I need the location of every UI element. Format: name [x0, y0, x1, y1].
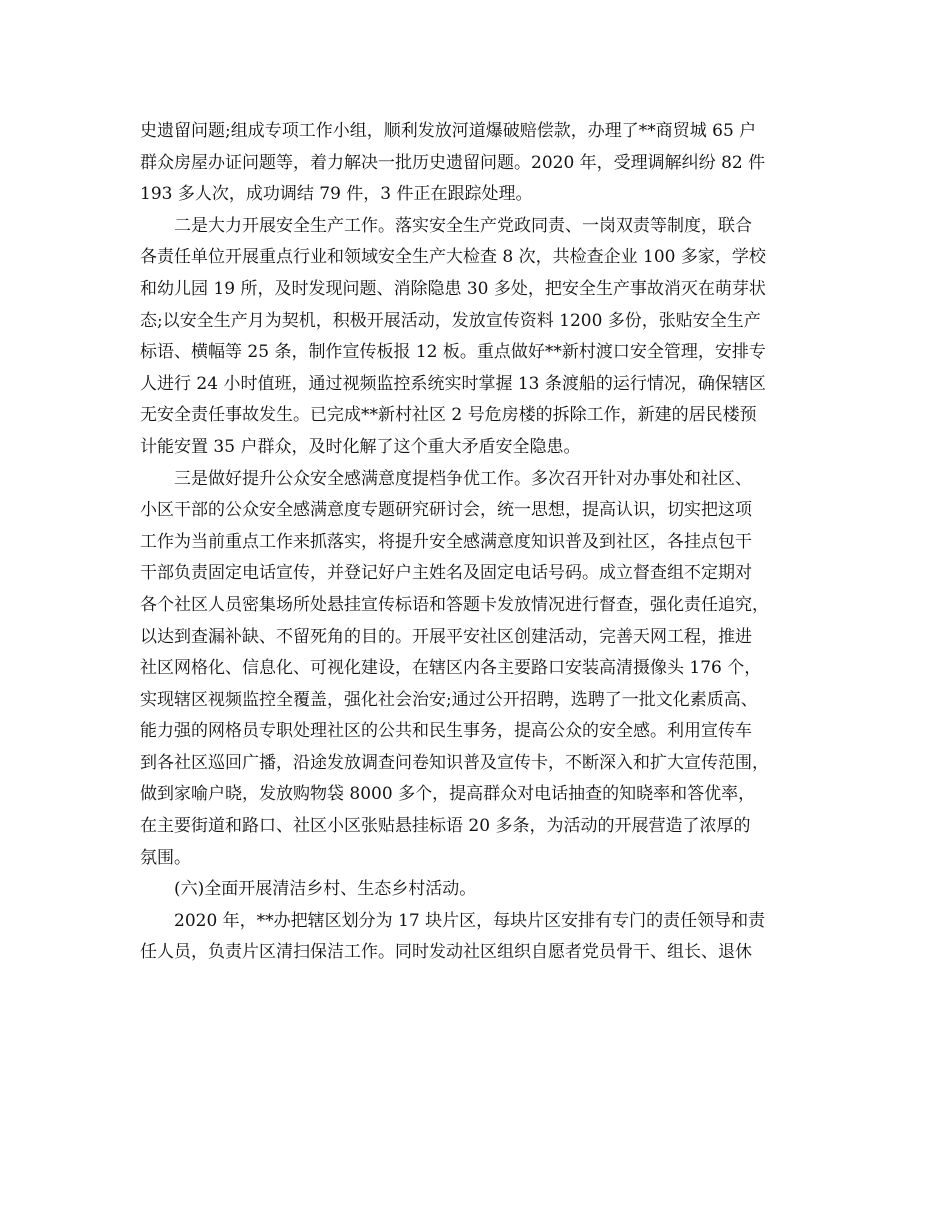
text-line: 人进行 24 小时值班，通过视频监控系统实时掌握 13 条渡船的运行情况，确保辖区: [140, 373, 766, 394]
text-line: 193 多人次，成功调结 79 件，3 件正在跟踪处理。: [140, 184, 533, 205]
text-line: 实现辖区视频监控全覆盖，强化社会治安;通过公开招聘，选聘了一批文化素质高、: [140, 689, 758, 710]
text-line: 2020 年，**办把辖区划分为 17 块片区，每块片区安排有专门的责任领导和责: [174, 910, 766, 931]
paragraph-history-issues: [140, 116, 830, 211]
section-heading: (六)全面开展清洁乡村、生态乡村活动。: [174, 879, 477, 900]
text-line: 无安全责任事故发生。已完成**新村社区 2 号危房楼的拆除工作，新建的居民楼预: [140, 405, 757, 426]
text-line: 态;以安全生产月为契机，积极开展活动，发放宣传资料 1200 多份，张贴安全生产: [140, 310, 761, 331]
text-line: 任人员，负责片区清扫保洁工作。同时发动社区组织自愿者党员骨干、组长、退休: [140, 942, 752, 963]
text-line: 二是大力开展安全生产工作。落实安全生产党政同责、一岗双责等制度，联合: [174, 215, 752, 236]
text-line: 和幼儿园 19 所，及时发现问题、消除隐患 30 多处，把安全生产事故消灭在萌芽状: [140, 278, 766, 299]
text-line: 三是做好提升公众安全感满意度提档争优工作。多次召开针对办事处和社区、: [174, 468, 752, 489]
text-line: 能力强的网格员专职处理社区的公共和民生事务，提高公众的安全感。利用宣传车: [140, 721, 752, 742]
document-page: [140, 116, 830, 969]
text-line: 做到家喻户晓，发放购物袋 8000 多个，提高群众对电话抽查的知晓率和答优率，: [140, 784, 756, 805]
text-line: 各个社区人员密集场所处悬挂宣传标语和答题卡发放情况进行督查，强化责任追究，: [140, 594, 769, 615]
text-line: 各责任单位开展重点行业和领域安全生产大检查 8 次，共检查企业 100 多家，学校: [140, 247, 766, 268]
text-line: 标语、横幅等 25 条，制作宣传板报 12 板。重点做好**新村渡口安全管理，安排专: [140, 342, 766, 363]
text-line: 干部负责固定电话宣传，并登记好户主姓名及固定电话号码。成立督查组不定期对: [140, 563, 752, 584]
text-line: 氛围。: [140, 847, 191, 868]
text-line: 计能安置 35 户群众，及时化解了这个重大矛盾安全隐患。: [140, 436, 581, 457]
paragraph-public-security: [140, 464, 830, 875]
text-line: 以达到查漏补缺、不留死角的目的。开展平安社区创建活动，完善天网工程，推进: [140, 626, 752, 647]
text-line: 社区网格化、信息化、可视化建设，在辖区内各主要路口安装高清摄像头 176 个，: [140, 658, 762, 679]
paragraph-district-cleaning: [140, 906, 830, 969]
text-line: 工作为当前重点工作来抓落实，将提升安全感满意度知识普及到社区，各挂点包干: [140, 531, 752, 552]
section-heading-clean-village: [140, 874, 830, 906]
text-line: 群众房屋办证问题等，着力解决一批历史遗留问题。2020 年，受理调解纠纷 82 件: [140, 152, 766, 173]
text-line: 在主要街道和路口、社区小区张贴悬挂标语 20 多条，为活动的开展营造了浓厚的: [140, 816, 751, 837]
text-line: 到各社区巡回广播，沿途发放调查问卷知识普及宣传卡，不断深入和扩大宣传范围，: [140, 752, 769, 773]
text-line: 史遗留问题;组成专项工作小组，顺利发放河道爆破赔偿款，办理了**商贸城 65 户: [140, 121, 757, 141]
text-line: 小区干部的公众安全感满意度专题研究研讨会，统一思想，提高认识，切实把这项: [140, 500, 752, 521]
paragraph-safety-production: [140, 211, 830, 464]
